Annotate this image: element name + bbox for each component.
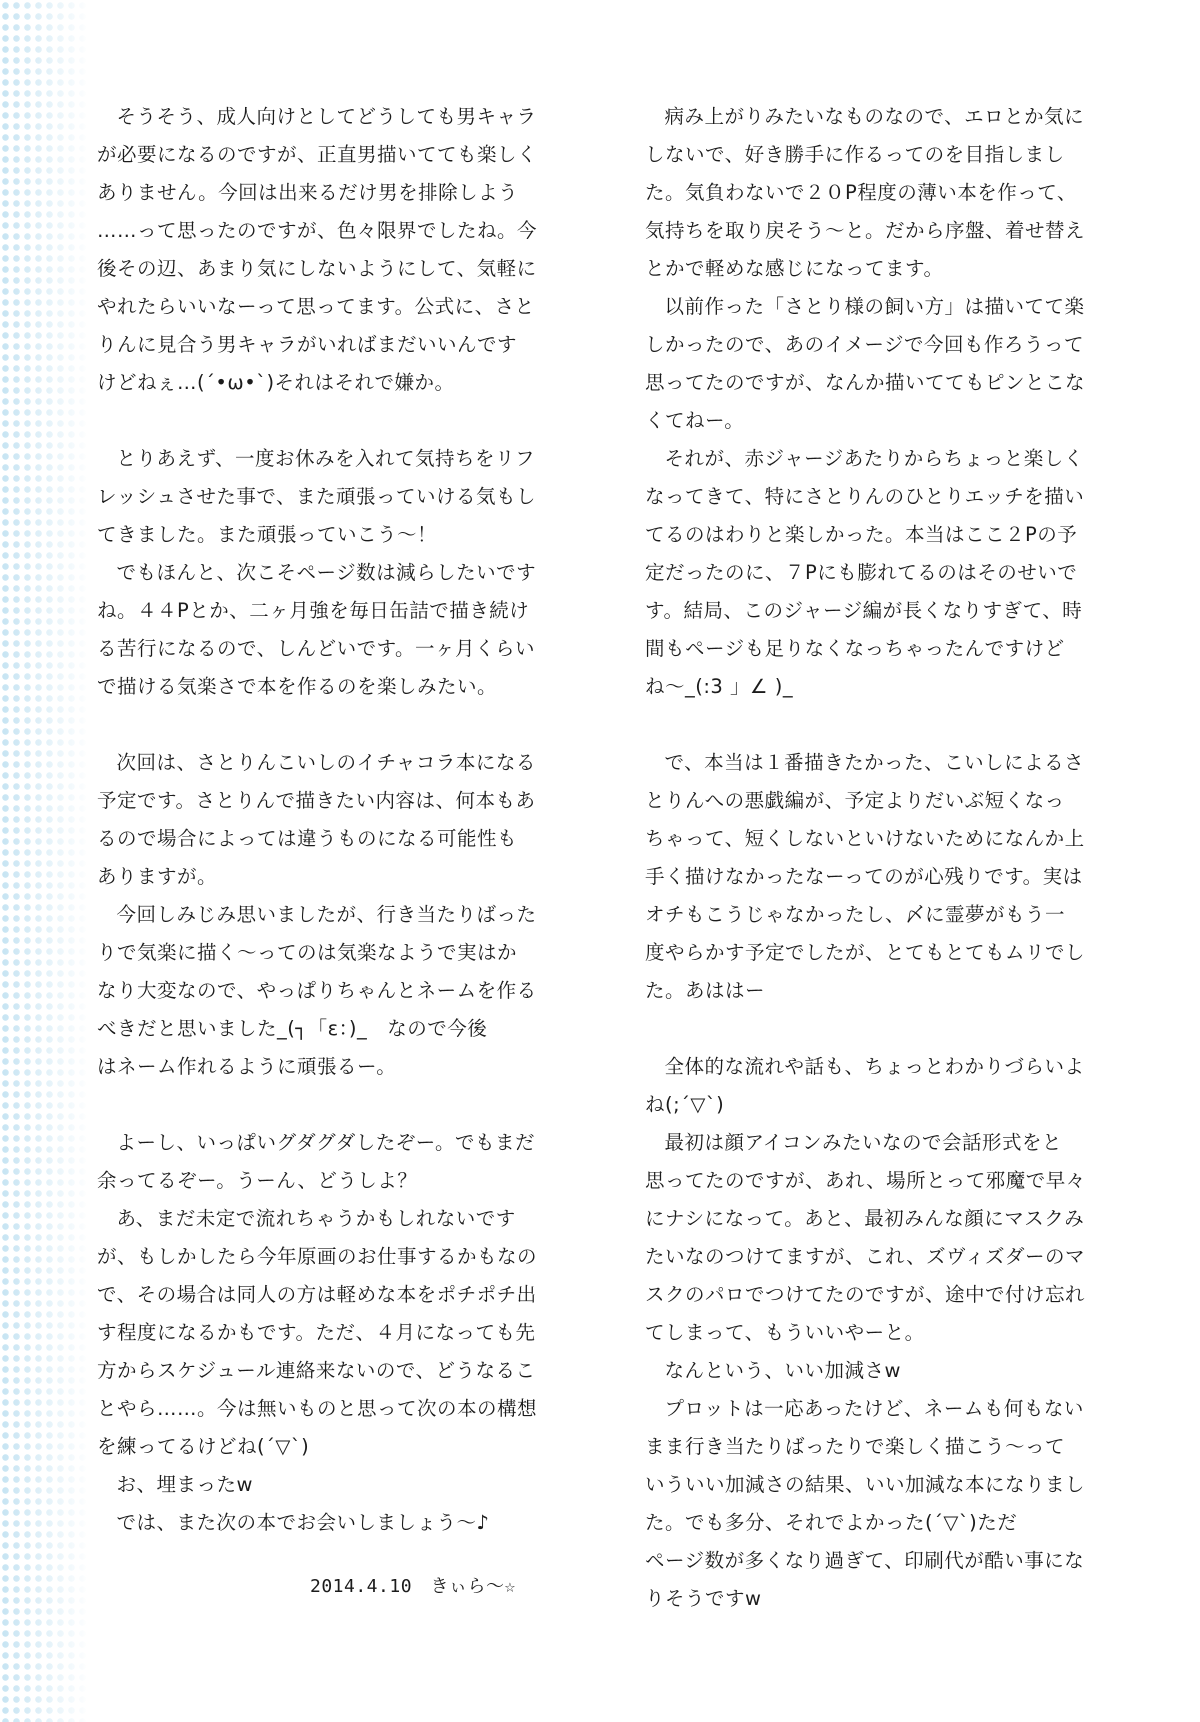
- paragraph: 次回は、さとりんこいしのイチャコラ本になる 予定です。さとりんで描きたい内容は、何本もあ るので場合によっては違うものになる可能性も ありますが。: [97, 751, 536, 888]
- paragraph-gap: [645, 1010, 1100, 1048]
- halftone-dot-border: [0, 0, 90, 1722]
- date-signature: 2014.4.10 きぃら～☆: [310, 1576, 516, 1597]
- paragraph: 全体的な流れや話も、ちょっとわかりづらいよ ね(;´▽`): [645, 1055, 1085, 1116]
- paragraph: では、また次の本でお会いしましょう～♪: [116, 1511, 490, 1534]
- paragraph: 以前作った「さとり様の飼い方」は描いてて楽 しかったので、あのイメージで今回も作ろうって 思ってたのですが、なんか描いててもピンとこな くてねー。: [645, 295, 1086, 432]
- paragraph: でもほんと、次こそページ数は減らしたいです ね。４４Pとか、二ヶ月強を毎日缶詰で描き続け る苦行になるので、しんどいです。一ヶ月くらい で描ける気楽さで本を作るのを楽しみたい。: [97, 561, 537, 698]
- paragraph-gap: [97, 402, 552, 440]
- paragraph-gap: [97, 706, 552, 744]
- paragraph: 今回しみじみ思いましたが、行き当たりばった りで気楽に描く～ってのは気楽なようで実はか なり大変なので、やっぱりちゃんとネームを作る べきだと思いました_(┐「ε：)_ なので今後 はネーム作れるように頑張るー。: [97, 903, 537, 1078]
- paragraph: 病み上がりみたいなものなので、エロとか気に しないで、好き勝手に作るってのを目指しまし た。気負わないで２０P程度の薄い本を作って、 気持ちを取り戻そう～と。だから序盤、着せ替え とかで軽めな感じになってます。: [645, 105, 1086, 280]
- left-text-column: [97, 98, 552, 1542]
- paragraph: で、本当は１番描きたかった、こいしによるさ とりんへの悪戯編が、予定よりだいぶ短くなっ ちゃって、短くしないといけないためになんか上 手く描けなかったなーってのが心残りです。実は オチもこうじゃなかったし、〆に霊夢がもう一 度やらかす予定でしたが、とてもとてもムリでし た。あははー: [645, 751, 1086, 1002]
- paragraph: それが、赤ジャージあたりからちょっと楽しく なってきて、特にさとりんのひとりエッチを描い てるのはわりと楽しかった。本当はここ２Pの予 定だったのに、７Pにも膨れてるのはそのせいで す。結局、このジャージ編が長くなりすぎて、時 間もページも足りなくなっちゃったんですけど ね～_(:3 」∠ )_: [645, 447, 1085, 698]
- right-text-column: [645, 98, 1100, 1618]
- paragraph: なんという、いい加減さw: [664, 1359, 901, 1382]
- paragraph-gap: [645, 706, 1100, 744]
- paragraph: 最初は顔アイコンみたいなので会話形式をと 思ってたのですが、あれ、場所とって邪魔で早々 にナシになって。あと、最初みんな顔にマスクみ たいなのつけてますが、これ、ズヴィズダーのマ スクのパロでつけてたのですが、途中で付け忘れ てしまって、もういいやーと。: [645, 1131, 1086, 1344]
- paragraph: プロットは一応あったけど、ネームも何もない まま行き当たりばったりで楽しく描こう～って いういい加減さの結果、いい加減な本になりまし た。でも多分、それでよかった(´▽`)ただ ページ数が多くなり過ぎて、印刷代が酷い事にな りそうですw: [645, 1397, 1086, 1610]
- paragraph: とりあえず、一度お休みを入れて気持ちをリフ レッシュさせた事で、また頑張っていける気もし てきました。また頑張っていこう～！: [97, 447, 537, 546]
- paragraph: あ、まだ未定で流れちゃうかもしれないです が、もしかしたら今年原画のお仕事するかもなの で、その場合は同人の方は軽めな本をポチポチ出 す程度になるかもです。ただ、４月になっても先 方からスケジュール連絡来ないので、どうなるこ とやら……。今は無いものと思って次の本の構想 を練ってるけどね(´▽`): [97, 1207, 538, 1458]
- paragraph: お、埋まったw: [116, 1473, 253, 1496]
- paragraph-gap: [97, 1086, 552, 1124]
- paragraph: よーし、いっぱいグダグダしたぞー。でもまだ 余ってるぞー。うーん、どうしよ？: [97, 1131, 535, 1192]
- paragraph: そうそう、成人向けとしてどうしても男キャラ が必要になるのですが、正直男描いてても楽しく ありません。今回は出来るだけ男を排除しよう ……って思ったのですが、色々限界でしたね。今 後その辺、あまり気にしないようにして、気軽に やれたらいいなーって思ってます。公式に、さと りんに見合う男キャラがいればまだいいんです けどねぇ…(´•ω•`)それはそれで嫌か。: [97, 105, 538, 394]
